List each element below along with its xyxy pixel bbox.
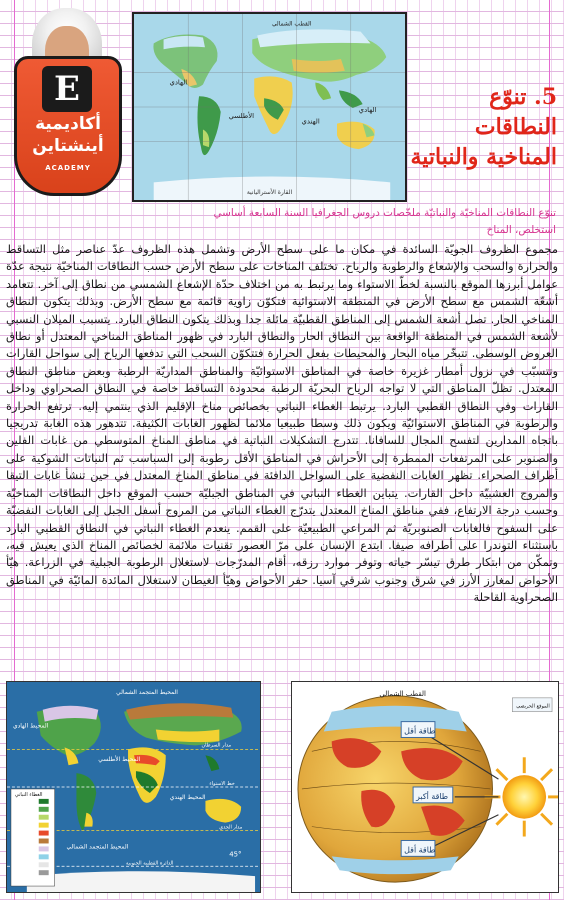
top-map-label-pacific-east: الهادي <box>358 105 377 114</box>
logo-text-line3: ACADEMY <box>45 164 91 172</box>
lesson-heading-line2: المناخية والنباتية <box>410 144 557 170</box>
bottom-map-label-indian: المحيط الهندي <box>169 793 206 801</box>
top-map-caption: القارة الأستراليانية <box>246 189 293 196</box>
lesson-body-text: مجموع الظروف الجويّة السائدة في مكان ما على سطح الأرض وتشمل هذه الظروف عدّ عناصر مثل التساقط والحرارة والسحب والإشعاع والرطوبة والرياح. تختلف المناخات على سطح الأرض حسب النطاقات المناخيّة نتيجة عدّة عوامل أبرزها الموقع بالنسبة لخطّ الاستواء وما يرتبط به من اختلاف حدّة الإشعاع الشمسي من نطاق إلى آخر. تتعامد أشعّة الشمس مع سطح الأرض في المنطقة الاستوائية فتكوّن زاوية قائمة مع سطح الأرض. وبذلك يتكون النطاق المناخي الحار. تصل أشعة الشمس إلى المناطق القطبيّة مائلة جدا وبذلك يتكون النطاق البارد. يتسبب الميلان النسبي لأشعة الشمس في المنطقة الواقعة بين النطاق الحار والنطاق البارد في ظهور المناطق المناخي المعتدل أو نطاق العروض الوسطى. تتبخّر مياه البحار والمحيطات بفعل الحرارة فتتكوّن السحب التي تدفعها الرياح إلى سواحل القارات وتتسبّب في نزول أمطار غزيرة خاصة في المناطق الاستوائيّة والمناطق المداريّة الرطبة وبعض مناطق النطاق المعتدل. تظلّ المناطق التي لا تواجه الرياح البحريّة الرطبة محدودة التساقط خاصة في النطاق الصحراوي وداخل القارات وفي النطاق القطبي البارد. يرتبط الغطاء النباتي بخصائص مناخ الإقليم الذي ينتمي إليه. ترتفع الحرارة والرطوبة في المناطق الاستوائيّة ويكون ذلك وسطا طبيعيا ملائما لظهور الغابات الكثيفة. تتدهور هذه الغابة تدريجيا باتجاه المدارين لتفسح المجال للسافانا. تتدرج التشكيلات النباتية في مناطق المناخ المتوسطي من غابات الفلين والصنوبر على المرتفعات الممطرة إلى الأحراش في المناطق الأقل رطوبة إلى السباسب ثم النباتات الشوكية على أطراف الصحراء. تظهر الغابات النفضية على السواحل الدافئة في مناطق المناخ المعتدل في حين تنشأ غابات التيقا والمروج العشبيّة داخل القارات. يتباين الغطاء النباتي في المناطق الجبليّة حسب الموقع داخل النطاقات المناخيّة وحسب درجة الارتفاع، ففي مناطق المناخ المعتدل يتدرّج الغطاء النباتي من المروج أسفل الجبل إلى الغابات النفضيّة على السفوح فالغابات الصنوبريّة ثم المراعي الطبيعيّة على القمم. ينعدم الغطاء النباتي في النطاق القطبي البارد باستثناء التوندرا على أطرافه صيفا. ابتدع الإنسان على مرّ العصور تقنيات ملائمة لخصائص المناخ الذي يعيش فيه، وتمكّن من ابتكار طرق تيسّر حياته وتوفر موارد رزقه، أقام المدرّجات لاستغلال الرطوبة الجبلية في الزراعة. هيّأ الأحواض لمغارز الأرز في شرق وجنوب شرقي آسيا. حفر الأحواض وهيّأ الغيطان لاستغلال المائدة المائيّة في المناطق الصحراوية القاحلة <box>6 242 558 605</box>
section-label: استخلص، المناخ <box>486 224 556 236</box>
world-climate-map <box>132 12 407 202</box>
bottom-map-label-pacific: المحيط الهادي <box>12 722 49 730</box>
academy-logo <box>8 8 128 198</box>
bottom-map-label-degree: 45° <box>229 850 242 859</box>
lesson-byline: تنوّع النطاقات المناخيّة والنباتيّة ملخّصات دروس الجغرافيا السنة السابعة أساسي <box>213 207 556 219</box>
world-climate-map-graphic <box>134 14 405 200</box>
bottom-map-label-capricorn: مدار الجدي <box>219 824 243 831</box>
top-map-label-pacific-west: الهادي <box>169 78 188 87</box>
vegetation-world-map-graphic <box>7 682 260 892</box>
bottom-map-label-equator: خط الاستواء <box>209 781 235 788</box>
bottom-map-legend-title: الغطاء النباتي <box>14 791 43 798</box>
lesson-heading-line1: 5. تنوّع النطاقات <box>474 84 557 140</box>
top-map-label-atlantic: الأطلسي <box>228 111 255 120</box>
bottom-map-label-arctic: المحيط المتجمد الشمالي <box>116 688 178 696</box>
lesson-heading <box>405 82 557 170</box>
top-map-label-indian: الهندي <box>301 117 320 126</box>
sun-energy-diagram-graphic <box>292 682 558 892</box>
sun-diagram-label-more-energy: طاقة أكبر <box>416 791 449 801</box>
bottom-map-label-cancer: مدار السرطان <box>201 742 232 749</box>
logo-letter: E <box>42 66 92 112</box>
bottom-map-label-atlantic: المحيط الأطلسي <box>98 756 141 764</box>
top-map-label-north: القطب الشمالي <box>271 21 312 28</box>
logo-text-line2: أينشتاين <box>32 136 104 156</box>
logo-text-line1: أكاديمية <box>35 114 101 134</box>
vegetation-world-map <box>6 681 261 893</box>
sun-energy-diagram <box>291 681 559 893</box>
sun-diagram-label-position: الموقع الحريصي <box>516 703 550 710</box>
bottom-map-label-south-ocean: المحيط المتجمد الشمالي <box>66 843 129 851</box>
bottom-map-label-antarctic-circle: الدائرة القطبية الجنوبية <box>126 860 174 867</box>
sun-diagram-label-north-pole: القطب الشمالي <box>379 689 426 698</box>
sun-diagram-label-less-energy-bottom: طاقة أقل <box>404 845 436 855</box>
sun-diagram-label-less-energy-top: طاقة أقل <box>404 726 436 736</box>
